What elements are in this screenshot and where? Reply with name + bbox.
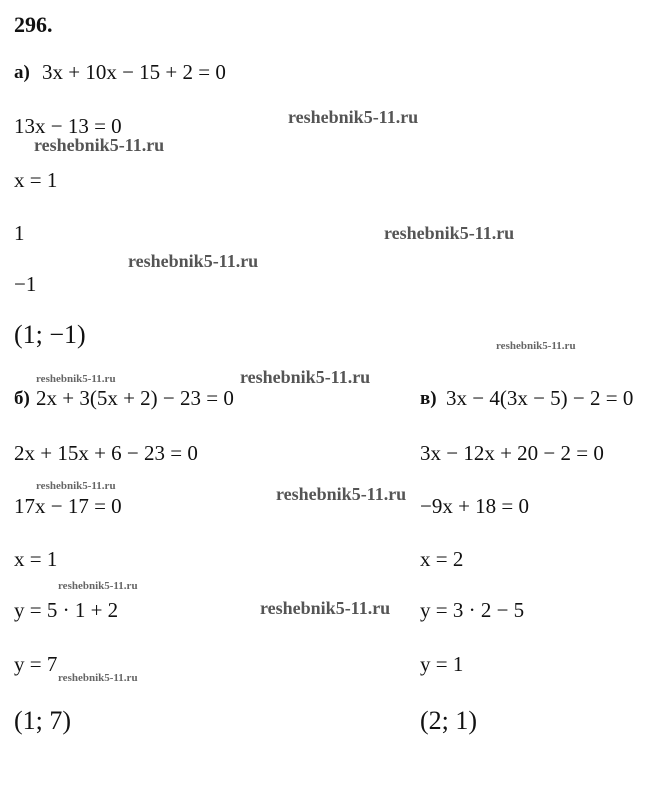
watermark: reshebnik5-11.ru [36,373,116,385]
part-a-answer: (1; −1) [14,320,86,349]
watermark: reshebnik5-11.ru [34,135,165,155]
part-b-line-6: y = 7 [14,652,58,676]
part-a-line-5: −1 [14,272,37,296]
part-a-label: а) [14,62,30,83]
part-b-line-4: x = 1 [14,547,58,571]
part-v-line-3: −9x + 18 = 0 [420,494,530,518]
part-v-line-2: 3x − 12x + 20 − 2 = 0 [420,441,604,465]
part-a-line-1: 3x + 10x − 15 + 2 = 0 [42,60,226,84]
part-b-line-2: 2x + 15x + 6 − 23 = 0 [14,441,198,465]
watermark: reshebnik5-11.ru [128,251,259,271]
watermark: reshebnik5-11.ru [58,672,138,684]
part-b-line-5: y = 5 · 1 + 2 [14,598,119,622]
part-a-line-4: 1 [14,221,25,245]
part-a-line-2: 13x − 13 = 0 [14,114,122,138]
part-v-answer: (2; 1) [420,706,478,735]
part-v-line-5: y = 3 · 2 − 5 [420,598,525,622]
part-v-line-6: y = 1 [420,652,464,676]
part-v-line-1: 3x − 4(3x − 5) − 2 = 0 [446,386,634,410]
part-v-line-4: x = 2 [420,547,464,571]
watermark: reshebnik5-11.ru [260,598,391,618]
watermark: reshebnik5-11.ru [240,367,371,387]
watermark: reshebnik5-11.ru [496,340,576,352]
part-a-line-3: x = 1 [14,168,58,192]
part-b-line-1: 2x + 3(5x + 2) − 23 = 0 [36,386,234,410]
watermark: reshebnik5-11.ru [384,223,515,243]
part-b-answer: (1; 7) [14,706,72,735]
watermark: reshebnik5-11.ru [58,580,138,592]
watermark: reshebnik5-11.ru [288,107,419,127]
part-b-label: б) [14,388,30,409]
watermark: reshebnik5-11.ru [36,480,116,492]
watermark: reshebnik5-11.ru [276,484,407,504]
problem-number: 296. [14,12,53,37]
part-v-label: в) [420,388,437,409]
part-b-line-3: 17x − 17 = 0 [14,494,122,518]
